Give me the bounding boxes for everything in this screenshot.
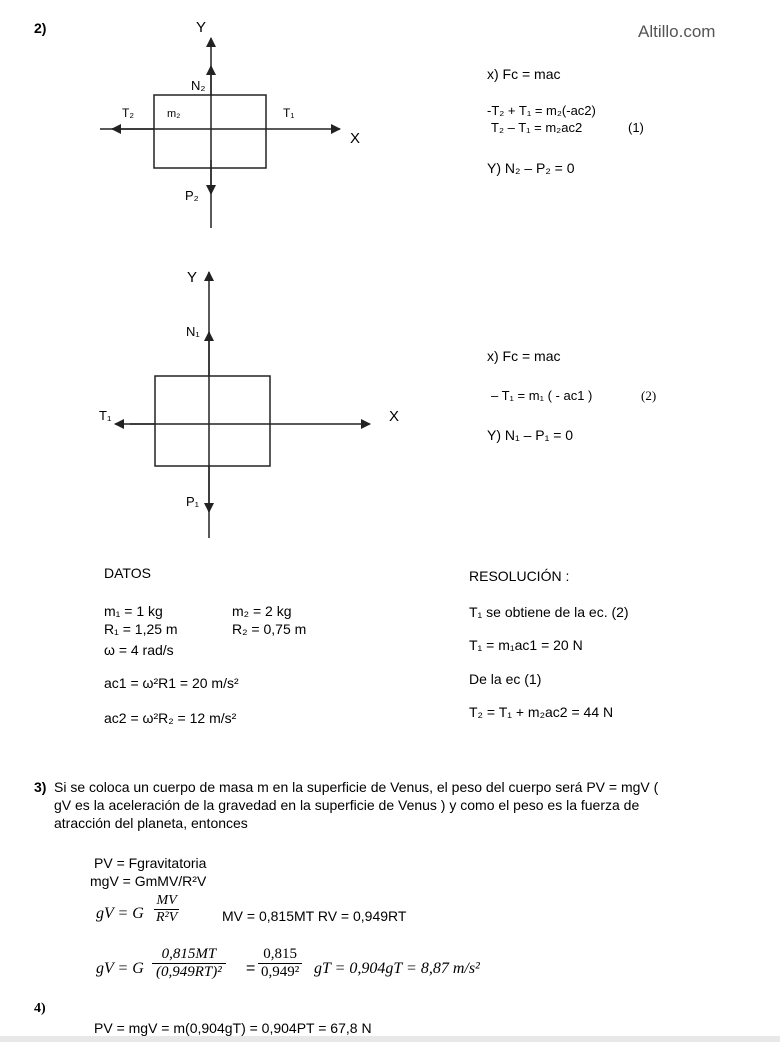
- fraction-denominator: (0,949RT)²: [156, 964, 222, 980]
- axis-x-label: X: [389, 408, 400, 425]
- free-body-diagram-1: [0, 0, 420, 240]
- resolucion-line3: De la ec (1): [469, 671, 542, 687]
- axis-y-label: Y: [187, 269, 198, 286]
- problem-2-number: 2): [34, 20, 47, 36]
- resolucion-line2: T₁ = m₁ac1 = 20 N: [469, 637, 583, 653]
- resolucion-title: RESOLUCIÓN :: [469, 568, 570, 584]
- resolucion-line4: T₂ = T₁ + m₂ac2 = 44 N: [469, 704, 614, 720]
- t1-label: T₁: [283, 106, 295, 120]
- datos-title: DATOS: [104, 565, 151, 581]
- fraction-denominator: R²V: [156, 910, 178, 925]
- problem-3-eq4-lhs: gV = G: [96, 960, 144, 977]
- problem-3-eq3-fraction: [154, 893, 179, 926]
- fraction-numerator: 0,815MT: [152, 946, 226, 964]
- problem-3-line3: atracción del planeta, entonces: [54, 815, 248, 831]
- block-m2: [154, 95, 266, 168]
- problem-3-number: 3): [34, 779, 47, 795]
- problem-3-eq1: PV = Fgravitatoria: [94, 855, 207, 871]
- fraction-denominator: 0,949²: [261, 964, 300, 980]
- eq2-line1: x) Fc = mac: [487, 348, 561, 364]
- axis-x-label: X: [350, 130, 361, 147]
- eq2-line2: – T₁ = m₁ ( - ac1 ): [491, 388, 593, 403]
- problem-3-eq3-data: MV = 0,815MT RV = 0,949RT: [222, 908, 407, 924]
- page-bottom-edge: [0, 1036, 780, 1042]
- eq1-line2: -T₂ + T₁ = m₂(-ac2): [487, 103, 596, 118]
- p2-label: P₂: [185, 188, 199, 203]
- n1-label: N₁: [186, 324, 200, 339]
- problem-3-eq4-fraction2: [258, 946, 302, 981]
- free-body-diagram-2: [0, 250, 420, 550]
- eq2-line3: Y) N₁ – P₁ = 0: [487, 427, 574, 443]
- datos-ac2: ac2 = ω²R₂ = 12 m/s²: [104, 710, 237, 726]
- p1-label: P₁: [186, 494, 200, 509]
- eq1-line4: Y) N₂ – P₂ = 0: [487, 160, 575, 176]
- problem-4-number: 4): [34, 1001, 46, 1016]
- t2-label: T₂: [122, 106, 134, 120]
- eq1-ref: (1): [628, 120, 644, 135]
- problem-3-eq2: mgV = GmMV/R²V: [90, 873, 207, 889]
- datos-ac1: ac1 = ω²R1 = 20 m/s²: [104, 675, 239, 691]
- t1-label: T₁: [99, 408, 112, 423]
- datos-m1: m₁ = 1 kg: [104, 603, 163, 619]
- problem-3-eq4-fraction1: [152, 946, 226, 981]
- mass-label: m₂: [167, 108, 181, 120]
- problem-3-eq3-lhs: gV = G: [96, 905, 144, 922]
- eq1-line3: T₂ – T₁ = m₂ac2: [491, 120, 583, 135]
- problem-3-eq4-rest: gT = 0,904gT = 8,87 m/s²: [314, 960, 480, 977]
- datos-m2: m₂ = 2 kg: [232, 603, 292, 619]
- n2-label: N₂: [191, 78, 206, 93]
- problem-3-line1: Si se coloca un cuerpo de masa m en la superficie de Venus, el peso del cuerpo será PV = mgV (: [54, 779, 659, 795]
- datos-r2: R₂ = 0,75 m: [232, 621, 307, 637]
- eq2-ref: (2): [641, 388, 657, 403]
- fraction-numerator: MV: [154, 893, 179, 910]
- block-m1: [155, 376, 270, 466]
- eq1-line1: x) Fc = mac: [487, 66, 561, 82]
- axis-y-label: Y: [196, 19, 207, 36]
- problem-3-line2: gV es la aceleración de la gravedad en la superficie de Venus ) y como el peso es la fuerza de: [54, 797, 640, 813]
- datos-r1: R₁ = 1,25 m: [104, 621, 178, 637]
- resolucion-line1: T₁ se obtiene de la ec. (2): [469, 604, 629, 620]
- watermark: Altillo.com: [638, 22, 716, 41]
- problem-3-eq4-equals: =: [246, 960, 256, 977]
- fraction-numerator: 0,815: [258, 946, 302, 964]
- problem-4-line1: PV = mgV = m(0,904gT) = 0,904PT = 67,8 N: [94, 1020, 372, 1036]
- datos-omega: ω = 4 rad/s: [104, 642, 174, 658]
